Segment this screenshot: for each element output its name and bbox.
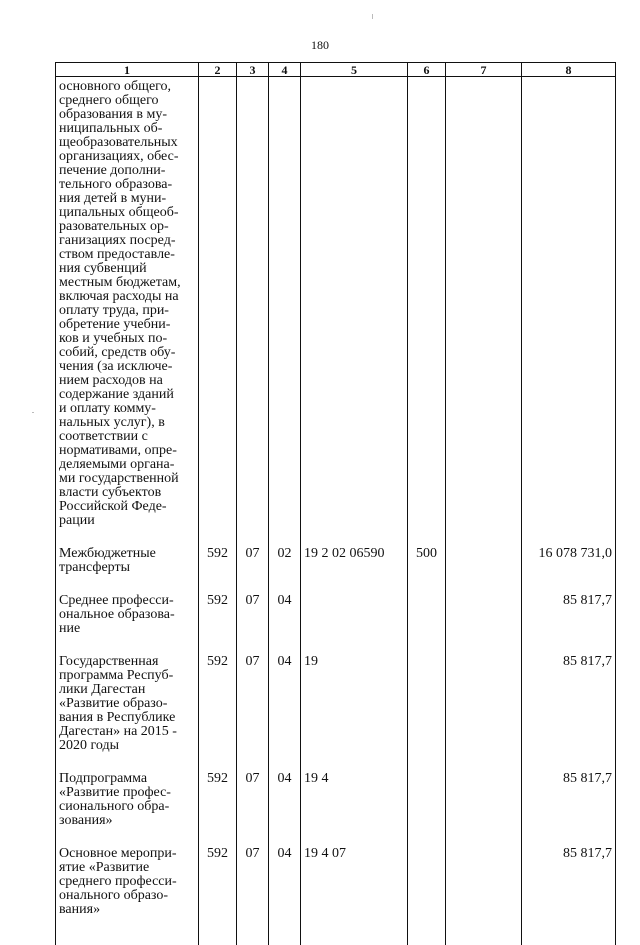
row-name-line: ятие «Развитие	[59, 861, 195, 875]
row-name-line: зования»	[59, 814, 195, 828]
cell-c7	[446, 594, 522, 655]
cell-c8	[522, 77, 616, 548]
cell-c4: 04	[269, 594, 301, 655]
table-row	[56, 655, 616, 772]
column-header: 7	[446, 63, 522, 77]
cell-c2: 592	[199, 594, 237, 655]
page-number: 180	[0, 38, 640, 53]
row-name-line: власти субъектов	[59, 486, 195, 500]
row-name-line: онального образо-	[59, 889, 195, 903]
cell-c4: 04	[269, 847, 301, 945]
row-name-line: ние	[59, 622, 195, 636]
row-name-cell	[56, 594, 199, 655]
column-header: 5	[301, 63, 408, 77]
row-name-line: ниципальных об-	[59, 122, 195, 136]
column-header: 2	[199, 63, 237, 77]
row-name-line: ством предоставле-	[59, 248, 195, 262]
cell-c3: 07	[237, 847, 269, 945]
row-name-line: оплату труда, при-	[59, 304, 195, 318]
row-name-line: организациях, обес-	[59, 150, 195, 164]
row-name-cell	[56, 847, 199, 945]
row-name-line: среднего професси-	[59, 875, 195, 889]
column-header: 3	[237, 63, 269, 77]
row-name-line: сионального обра-	[59, 800, 195, 814]
cell-c2	[199, 77, 237, 548]
row-name-cell	[56, 547, 199, 594]
cell-c4: 02	[269, 547, 301, 594]
row-name-line: Основное меропри-	[59, 847, 195, 861]
cell-c7	[446, 847, 522, 945]
cell-c6	[408, 847, 446, 945]
cell-c2: 592	[199, 547, 237, 594]
cell-c2: 592	[199, 772, 237, 847]
row-name-line: местным бюджетам,	[59, 276, 195, 290]
column-header: 8	[522, 63, 616, 77]
row-name-cell	[56, 655, 199, 772]
row-name-line: обретение учебни-	[59, 318, 195, 332]
cell-c8: 16 078 731,0	[522, 547, 616, 594]
cell-c5	[301, 77, 408, 548]
cell-c8: 85 817,7	[522, 594, 616, 655]
row-name-line: нальных услуг), в	[59, 416, 195, 430]
cell-c6	[408, 772, 446, 847]
row-name-line: чения (за исключе-	[59, 360, 195, 374]
cell-c5	[301, 594, 408, 655]
row-name-line: вания в Республике	[59, 711, 195, 725]
row-name-line: собий, средств обу-	[59, 346, 195, 360]
row-name-line: Среднее професси-	[59, 594, 195, 608]
row-name-line: нормативами, опре-	[59, 444, 195, 458]
cell-c5: 19 4	[301, 772, 408, 847]
row-name-line: ональное образова-	[59, 608, 195, 622]
cell-c2: 592	[199, 655, 237, 772]
row-name-line: рации	[59, 514, 195, 528]
row-name-line: ципальных общеоб-	[59, 206, 195, 220]
row-name-line: программа Респуб-	[59, 669, 195, 683]
table-row	[56, 594, 616, 655]
row-name-line: образования в му-	[59, 108, 195, 122]
row-name-line: Межбюджетные	[59, 547, 195, 561]
cell-c3	[237, 77, 269, 548]
cell-c3: 07	[237, 655, 269, 772]
row-name-line: нием расходов на	[59, 374, 195, 388]
cell-c4: 04	[269, 772, 301, 847]
cell-c3: 07	[237, 547, 269, 594]
scan-mark	[372, 14, 373, 19]
row-name-line: Дагестан» на 2015 -	[59, 725, 195, 739]
row-name-line: «Развитие профес-	[59, 786, 195, 800]
row-name-line: ми государственной	[59, 472, 195, 486]
table-row	[56, 772, 616, 847]
row-name-line: разовательных ор-	[59, 220, 195, 234]
row-name-line: «Развитие образо-	[59, 697, 195, 711]
row-name-line: основного общего,	[59, 80, 195, 94]
cell-c7	[446, 772, 522, 847]
table-header-row	[56, 63, 616, 77]
row-name-line: Подпрограмма	[59, 772, 195, 786]
budget-table	[55, 62, 616, 945]
row-name-line: тельного образова-	[59, 178, 195, 192]
cell-c7	[446, 655, 522, 772]
row-name-line: Российской Феде-	[59, 500, 195, 514]
cell-c5: 19	[301, 655, 408, 772]
cell-c4	[269, 77, 301, 548]
cell-c7	[446, 77, 522, 548]
cell-c2: 592	[199, 847, 237, 945]
row-name-line: вания»	[59, 903, 195, 917]
row-name-cell	[56, 772, 199, 847]
table-row	[56, 77, 616, 548]
cell-c5: 19 4 07	[301, 847, 408, 945]
row-name-line: деляемыми органа-	[59, 458, 195, 472]
table-row	[56, 547, 616, 594]
column-header: 1	[56, 63, 199, 77]
table-body	[56, 77, 616, 945]
row-name-line: ния субвенций	[59, 262, 195, 276]
cell-c8: 85 817,7	[522, 847, 616, 945]
row-name-line: ков и учебных по-	[59, 332, 195, 346]
row-name-cell	[56, 77, 199, 548]
table-row	[56, 847, 616, 945]
cell-c4: 04	[269, 655, 301, 772]
column-header: 6	[408, 63, 446, 77]
cell-c6: 500	[408, 547, 446, 594]
cell-c8: 85 817,7	[522, 772, 616, 847]
cell-c3: 07	[237, 772, 269, 847]
cell-c6	[408, 655, 446, 772]
cell-c7	[446, 547, 522, 594]
cell-c6	[408, 77, 446, 548]
row-name-line: трансферты	[59, 561, 195, 575]
row-name-line: содержание зданий	[59, 388, 195, 402]
row-name-line: и оплату комму-	[59, 402, 195, 416]
row-name-line: Государственная	[59, 655, 195, 669]
row-name-line: среднего общего	[59, 94, 195, 108]
row-name-line: ния детей в муни-	[59, 192, 195, 206]
cell-c3: 07	[237, 594, 269, 655]
row-name-line: 2020 годы	[59, 739, 195, 753]
row-name-line: соответствии с	[59, 430, 195, 444]
row-name-line: щеобразовательных	[59, 136, 195, 150]
row-name-line: включая расходы на	[59, 290, 195, 304]
row-name-line: печение дополни-	[59, 164, 195, 178]
scan-mark	[32, 412, 34, 413]
cell-c6	[408, 594, 446, 655]
cell-c5: 19 2 02 06590	[301, 547, 408, 594]
row-name-line: ганизациях посред-	[59, 234, 195, 248]
column-header: 4	[269, 63, 301, 77]
cell-c8: 85 817,7	[522, 655, 616, 772]
row-name-line: лики Дагестан	[59, 683, 195, 697]
